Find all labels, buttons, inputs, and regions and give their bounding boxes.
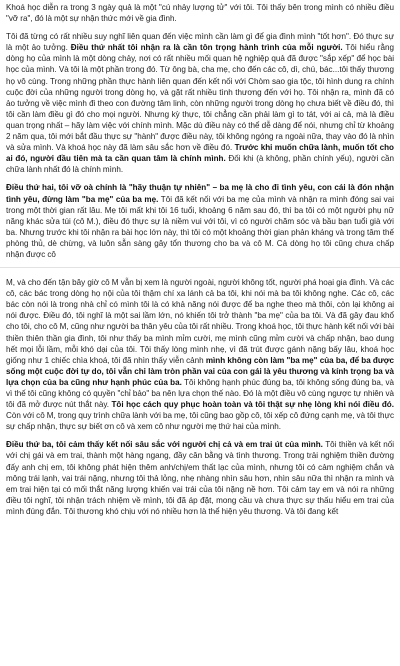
bold-text: Trước khi muốn chữa lành, muốn tốt cho ai đó, người đầu tiên mà ta cần quan tâm là chính mình. — [6, 143, 394, 164]
paragraph-third-insight — [6, 439, 394, 517]
text: Còn với cô M, trong quy trình chữa lành với ba mẹ, tôi cũng bao gồp cô, tôi xếp cô đứng cạnh mẹ, và tôi thực sự chấp nhận, thực sự biết ơn cô và xem cô như người mẹ thứ hai của mình. — [6, 411, 394, 432]
text: Tôi không hạnh phúc đúng ba, tôi không sống đúng ba, và vì thế tôi cũng không có quyền "chỉ bảo" ba nên lựa chọn thế nào. Đó là một điều vô cùng ngược tự nhiên và tôi đã mở được nút thắt này. — [6, 377, 394, 410]
text: Tôi thiền và kết nối với chị gái và em trai, thành một hàng ngang, đầy cân bằng và tình thương. Trong trải nghiệm thiền đường đấy anh chị em, tôi không phát hiện thêm anh/chị/em thất lạc của mình, nhưng tôi có cảm nghiệm chắn và mông trái lạnh, vai trái nặng, nhưng tôi thả lỏng, nhẹ nhàng nhìn sâu hơn, nhìn sâu nữa thì nhận ra mình và em trai hiện tại có mối thắt năng lượng khiến vai trái của tôi nặng nề hơn. Tôi cảm tay em và nói ra những điều tôi nghĩ, tôi nhận trách nhiệm về mình, tôi đã áp đặt, mong cầu và chưa thực sự thấu hiểu em trai của mình đúng đắn. Tôi thương khó chịu với nó nhiều hơn là thể hiện yêu thương. Và tôi đang kết — [6, 440, 394, 516]
text: Tôi đã từng có rất nhiều suy nghĩ liên quan đến việc mình cần làm gì để gia đình mình "tốt hơn". Đó thực sự là một ảo tưởng. — [6, 32, 394, 53]
text: Đối khi (à không, phần chính yếu), người cần chữa lành nhất đó là chính mình. — [6, 154, 394, 175]
intro-text: Khoá học diễn ra trong 3 ngày quả là một "cú nhảy lượng tử" với tôi. Tôi thấy bên trong mình có nhiều điều "vỡ ra", đó là một sự nhận thức mới về gia đình. — [6, 3, 394, 24]
bold-text: Điều thứ hai, tôi vỡ oà chính là "hãy thuận tự nhiên" – ba mẹ là cho đi tình yêu, con cái là đón nhận tình yêu, đừng làm "ba mẹ" của ba mẹ. — [6, 183, 394, 204]
paragraph-first-insight — [6, 31, 394, 175]
bold-text: Điều thứ ba, tôi cảm thấy kết nối sâu sắc với người chị cả và em trai út của mình. — [6, 440, 323, 450]
paragraph-second-insight — [6, 182, 394, 260]
text: M, và cho đến tận bây giờ cô M vẫn bị xem là người ngoài, người không tốt, người phá hoại gia đình. Và các cô, các bác trong dòng họ nội của tôi thậm chí xa lánh cả ba tôi, khi nói mà ba tôi không nghe. Các cô, các bác còn nói là trong nhà chỉ có mình tôi là có khả năng nói được để ba nghe theo mà thôi, còn lại không ai nói được. Điều đó, tôi nghĩ là một sai lầm lớn, nó khiến tôi trở thành "ba mẹ" của ba tôi. Và đã gây đau khổ cho tôi, cho cô M, cũng như người ba thân yêu của tôi rất nhiều. Trong khoá học, tôi thực hành kết nối với bài thiền thiên thần gia đình, tôi như thấy ba mình mỉm cười, mẹ mình cũng mỉm cười và chấp nhận, bao dung hết mọi lỗi lầm, mỗi khó dại của tôi. Tôi thấy lòng mình nhẹ, vì đã trút được gánh nặng bấy lâu, khoá học giống như 1 chiếc chìa khoá, tôi đã nhìn thấy viễn cảnh — [6, 278, 394, 365]
paragraph-intro — [6, 2, 394, 24]
text: Tôi hiểu rằng dòng họ của mình là một dòng chảy, nơi có rất nhiều mối quan hệ nghiệp quả đã được "sắp xếp" để học bài học của mình. Và tôi là một phần trong đó. Từ ông bà, cha mẹ, cho đến các cô, dì, chú, bác...tôi thấy thương họ vô cùng. Trong những phần thực hành liên quan đến kết nối với Chòm sao gia tộc, tôi hình dung ra chính cuộc đời của những người trong dòng họ, và gặt rất nhiều tình thương đến với họ. Tôi nhận ra, mình đã có ảo tưởng về việc mình đi theo con đường tâm linh, còn những người trong dòng họ chưa biết về điều đó, thì tôi cần làm điều gì đó cho mọi người. Nhưng kỳ thực, tôi chẳng cần phải làm gì to tát, với ai cả, mà là điều quan trọng nhất – hãy làm việc với chính mình. Mặc dù điều này có thể dễ dàng để nói, nhưng chỉ từ khoảng 2 năm qua, tôi mới bắt đầu thực sự "hành" được điều này, tôi không ngóng ra ngoài nữa, thay vào đó là nhìn và sửa mình. Và khoá học này đã làm sâu sắc hơn về điều đó. — [6, 43, 394, 153]
text: Tôi đã kết nối với ba mẹ của mình và nhận ra mình đóng sai vai trong một thời gian rất lâu. Mẹ tôi mất khi tôi 16 tuổi, khoảng 6 năm sau đó, thì ba tôi có một người phụ nữ năng khác sửa túi (cô M.), điều đó thực sự là niềm vui với tôi, vì có người chăm sóc và bầu bạn tuổi già với ba. Nhưng trước khi tôi nhận ra bài học lớn này, thì tôi có một khoảng thời gian phản kháng và trong tâm thế phòng thủ, dè chừng, và luôn sẵn sàng gây tổn thương cho ba và cô M. Cả dòng họ tôi cũng chưa chấp nhận được cô — [6, 194, 394, 259]
page-divider — [0, 267, 400, 268]
paragraph-continuation — [6, 277, 394, 432]
bold-text: Tôi học cách quy phục hoàn toàn và tôi thật sự nhẹ lòng khi nói điều đó. — [111, 400, 394, 410]
bold-text: Điều thứ nhất tôi nhận ra là cần tôn trọng hành trình của mỗi người. — [70, 43, 343, 53]
bold-text: mình không còn làm "ba mẹ" của ba, để ba được sống một cuộc đời tự do, tôi vẫn chỉ làm tròn phần vai của con gái là yêu thương và kính trọng ba và lựa chọn của ba cũng như hạnh phúc của ba. — [6, 355, 394, 387]
